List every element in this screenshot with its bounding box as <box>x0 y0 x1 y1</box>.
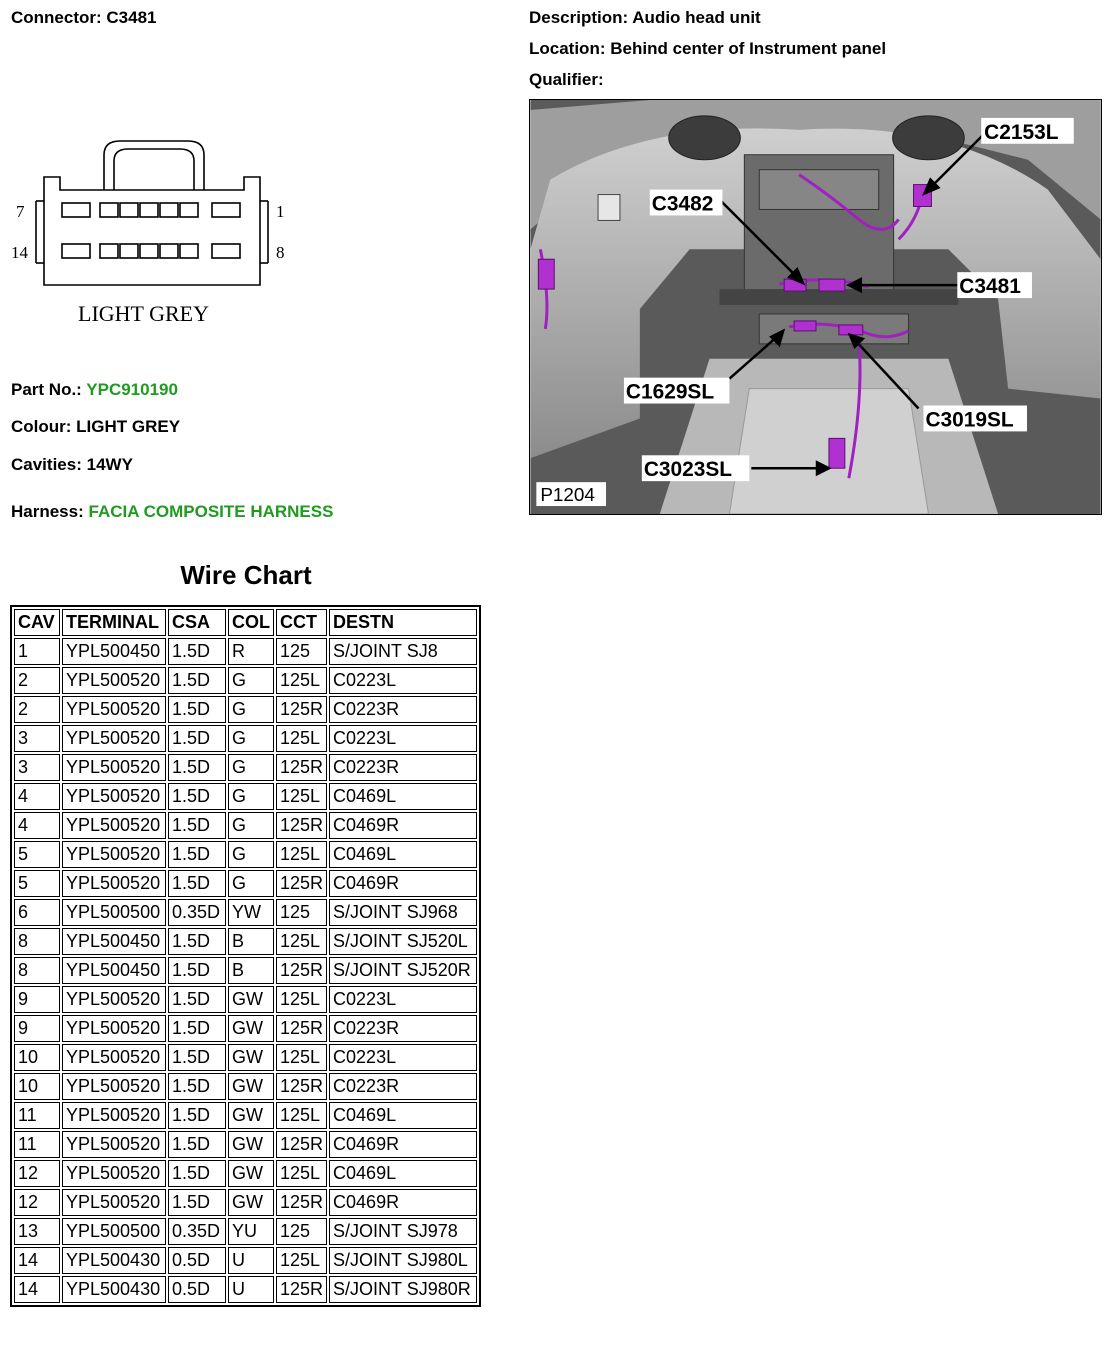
location-info <box>529 39 886 59</box>
cell-destn: C0223L <box>329 725 477 752</box>
cell-cav: 5 <box>14 841 60 868</box>
pin-label-14: 14 <box>11 243 28 262</box>
cell-col: GW <box>228 1044 274 1071</box>
cell-destn: S/JOINT SJ8 <box>329 638 477 665</box>
cell-col: YU <box>228 1218 274 1245</box>
cell-terminal: YPL500520 <box>62 1073 166 1100</box>
cell-cct: 125L <box>276 667 327 694</box>
cell-col: G <box>228 725 274 752</box>
table-row <box>14 1131 477 1158</box>
cell-cav: 14 <box>14 1276 60 1303</box>
cell-csa: 1.5D <box>168 986 226 1013</box>
cell-cct: 125L <box>276 1247 327 1274</box>
cell-cct: 125L <box>276 928 327 955</box>
cell-cct: 125L <box>276 986 327 1013</box>
cavities-value: 14WY <box>86 455 133 474</box>
description-label: Description: <box>529 8 629 27</box>
cell-cct: 125 <box>276 899 327 926</box>
table-row <box>14 1160 477 1187</box>
cell-csa: 1.5D <box>168 870 226 897</box>
colour-label: Colour: <box>11 417 72 436</box>
table-row <box>14 957 477 984</box>
cell-terminal: YPL500430 <box>62 1247 166 1274</box>
table-row <box>14 1073 477 1100</box>
cell-csa: 0.35D <box>168 899 226 926</box>
table-row <box>14 899 477 926</box>
table-row <box>14 986 477 1013</box>
cell-cct: 125R <box>276 754 327 781</box>
connector-label: Connector: <box>11 8 102 27</box>
table-row <box>14 725 477 752</box>
cell-cct: 125R <box>276 812 327 839</box>
connector-value: C3481 <box>106 8 157 27</box>
photo-label-c3482: C3482 <box>651 192 714 216</box>
part-label: Part No.: <box>11 380 82 399</box>
description-info <box>529 8 761 28</box>
cell-csa: 1.5D <box>168 783 226 810</box>
cell-destn: C0469L <box>329 783 477 810</box>
qualifier-label: Qualifier: <box>529 70 604 89</box>
column-header-cav: CAV <box>14 609 60 636</box>
location-label: Location: <box>529 39 606 58</box>
cell-csa: 1.5D <box>168 1102 226 1129</box>
cell-cct: 125L <box>276 783 327 810</box>
cell-destn: C0469R <box>329 812 477 839</box>
cell-csa: 0.5D <box>168 1247 226 1274</box>
cell-terminal: YPL500450 <box>62 638 166 665</box>
cell-destn: S/JOINT SJ980R <box>329 1276 477 1303</box>
cell-terminal: YPL500520 <box>62 1102 166 1129</box>
cell-cav: 13 <box>14 1218 60 1245</box>
cell-cct: 125R <box>276 1131 327 1158</box>
cell-terminal: YPL500520 <box>62 1044 166 1071</box>
cell-destn: C0223R <box>329 1073 477 1100</box>
cell-csa: 1.5D <box>168 1189 226 1216</box>
column-header-terminal: TERMINAL <box>62 609 166 636</box>
cell-destn: S/JOINT SJ968 <box>329 899 477 926</box>
cell-cav: 4 <box>14 812 60 839</box>
cell-cav: 2 <box>14 667 60 694</box>
cell-col: GW <box>228 1160 274 1187</box>
cell-terminal: YPL500430 <box>62 1276 166 1303</box>
cell-cct: 125R <box>276 696 327 723</box>
cell-col: U <box>228 1276 274 1303</box>
cell-csa: 1.5D <box>168 725 226 752</box>
cell-cav: 1 <box>14 638 60 665</box>
photo-reference: P1204 <box>540 485 595 507</box>
cell-destn: C0469L <box>329 841 477 868</box>
colour-value: LIGHT GREY <box>76 417 181 436</box>
cell-destn: S/JOINT SJ980L <box>329 1247 477 1274</box>
cell-cct: 125 <box>276 1218 327 1245</box>
cell-csa: 1.5D <box>168 1044 226 1071</box>
cell-terminal: YPL500450 <box>62 928 166 955</box>
cell-terminal: YPL500520 <box>62 986 166 1013</box>
cell-destn: C0469R <box>329 1131 477 1158</box>
cell-cav: 9 <box>14 986 60 1013</box>
cell-col: G <box>228 870 274 897</box>
cell-col: R <box>228 638 274 665</box>
cell-col: G <box>228 696 274 723</box>
cell-cav: 3 <box>14 725 60 752</box>
cell-col: B <box>228 928 274 955</box>
cell-cct: 125R <box>276 1189 327 1216</box>
cell-col: GW <box>228 1189 274 1216</box>
cell-csa: 0.35D <box>168 1218 226 1245</box>
cell-col: G <box>228 812 274 839</box>
table-row <box>14 696 477 723</box>
table-row <box>14 1276 477 1303</box>
cell-csa: 1.5D <box>168 667 226 694</box>
cell-csa: 0.5D <box>168 1276 226 1303</box>
connector-info <box>11 8 157 28</box>
cell-destn: C0223R <box>329 754 477 781</box>
column-header-col: COL <box>228 609 274 636</box>
cell-destn: S/JOINT SJ520L <box>329 928 477 955</box>
cell-terminal: YPL500500 <box>62 899 166 926</box>
cell-cav: 3 <box>14 754 60 781</box>
cavities-info <box>11 455 133 475</box>
cell-cav: 14 <box>14 1247 60 1274</box>
cell-col: GW <box>228 986 274 1013</box>
cell-csa: 1.5D <box>168 754 226 781</box>
wire-chart-table <box>10 605 481 1307</box>
cell-col: U <box>228 1247 274 1274</box>
cell-destn: C0469R <box>329 1189 477 1216</box>
table-row <box>14 638 477 665</box>
cell-col: G <box>228 783 274 810</box>
cell-cct: 125L <box>276 725 327 752</box>
wire-chart-title: Wire Chart <box>180 560 312 590</box>
cell-terminal: YPL500520 <box>62 667 166 694</box>
harness-link[interactable]: FACIA COMPOSITE HARNESS <box>88 502 334 521</box>
cell-terminal: YPL500520 <box>62 696 166 723</box>
cell-cav: 8 <box>14 928 60 955</box>
cell-col: GW <box>228 1015 274 1042</box>
cell-cav: 5 <box>14 870 60 897</box>
cell-cct: 125L <box>276 1160 327 1187</box>
cell-destn: C0223L <box>329 986 477 1013</box>
cell-terminal: YPL500520 <box>62 1131 166 1158</box>
table-row <box>14 841 477 868</box>
cell-csa: 1.5D <box>168 928 226 955</box>
table-row <box>14 1102 477 1129</box>
photo-label-c1629sl: C1629SL <box>625 380 715 404</box>
column-header-csa: CSA <box>168 609 226 636</box>
cell-cav: 11 <box>14 1131 60 1158</box>
cell-cav: 4 <box>14 783 60 810</box>
cell-terminal: YPL500520 <box>62 725 166 752</box>
cell-csa: 1.5D <box>168 1073 226 1100</box>
cell-terminal: YPL500520 <box>62 870 166 897</box>
table-row <box>14 1015 477 1042</box>
cell-col: G <box>228 667 274 694</box>
table-row <box>14 1218 477 1245</box>
cell-cct: 125R <box>276 1276 327 1303</box>
cell-destn: C0469R <box>329 870 477 897</box>
cell-destn: S/JOINT SJ520R <box>329 957 477 984</box>
cell-destn: C0223L <box>329 1044 477 1071</box>
cell-csa: 1.5D <box>168 841 226 868</box>
harness-info <box>11 502 333 522</box>
table-row <box>14 754 477 781</box>
cell-destn: C0223L <box>329 667 477 694</box>
cell-terminal: YPL500520 <box>62 812 166 839</box>
cell-destn: C0223R <box>329 1015 477 1042</box>
cell-cav: 10 <box>14 1073 60 1100</box>
location-photo <box>529 99 1102 515</box>
cell-cct: 125L <box>276 1102 327 1129</box>
table-row <box>14 812 477 839</box>
wire-chart-body <box>14 638 477 1303</box>
cell-terminal: YPL500520 <box>62 1160 166 1187</box>
qualifier-info <box>529 70 604 90</box>
connector-face-diagram <box>8 135 308 335</box>
colour-info <box>11 417 180 437</box>
cell-terminal: YPL500520 <box>62 841 166 868</box>
harness-label: Harness: <box>11 502 84 521</box>
cell-terminal: YPL500520 <box>62 1189 166 1216</box>
cell-cct: 125R <box>276 870 327 897</box>
cell-cct: 125 <box>276 638 327 665</box>
table-row <box>14 783 477 810</box>
cell-csa: 1.5D <box>168 1015 226 1042</box>
cell-csa: 1.5D <box>168 812 226 839</box>
cell-terminal: YPL500520 <box>62 783 166 810</box>
cell-terminal: YPL500450 <box>62 957 166 984</box>
cell-csa: 1.5D <box>168 1160 226 1187</box>
table-header-row <box>14 609 477 636</box>
cell-csa: 1.5D <box>168 957 226 984</box>
cell-col: GW <box>228 1073 274 1100</box>
cell-cav: 9 <box>14 1015 60 1042</box>
table-row <box>14 1247 477 1274</box>
cell-destn: C0223R <box>329 696 477 723</box>
cell-csa: 1.5D <box>168 638 226 665</box>
location-value: Behind center of Instrument panel <box>610 39 887 58</box>
cell-cct: 125L <box>276 841 327 868</box>
cell-cct: 125R <box>276 957 327 984</box>
cell-destn: C0469L <box>329 1160 477 1187</box>
cell-csa: 1.5D <box>168 696 226 723</box>
pin-label-8: 8 <box>276 243 285 262</box>
cell-col: G <box>228 754 274 781</box>
cell-cav: 6 <box>14 899 60 926</box>
cell-cav: 11 <box>14 1102 60 1129</box>
pin-label-7: 7 <box>16 202 25 221</box>
column-header-cct: CCT <box>276 609 327 636</box>
cell-cav: 2 <box>14 696 60 723</box>
part-info <box>11 380 178 400</box>
cell-col: GW <box>228 1131 274 1158</box>
cell-cav: 8 <box>14 957 60 984</box>
cell-cav: 10 <box>14 1044 60 1071</box>
part-number-link[interactable]: YPC910190 <box>86 380 178 399</box>
cell-terminal: YPL500520 <box>62 1015 166 1042</box>
photo-label-c2153l: C2153L <box>984 120 1059 144</box>
cell-terminal: YPL500520 <box>62 754 166 781</box>
description-value: Audio head unit <box>632 8 761 27</box>
cell-col: GW <box>228 1102 274 1129</box>
connector-colour-caption: LIGHT GREY <box>78 301 209 326</box>
cell-cav: 12 <box>14 1189 60 1216</box>
cell-destn: C0469L <box>329 1102 477 1129</box>
cell-cct: 125R <box>276 1073 327 1100</box>
column-header-destn: DESTN <box>329 609 477 636</box>
table-row <box>14 928 477 955</box>
table-row <box>14 667 477 694</box>
cell-destn: S/JOINT SJ978 <box>329 1218 477 1245</box>
photo-label-c3023sl: C3023SL <box>643 458 733 482</box>
photo-label-c3019sl: C3019SL <box>925 408 1014 432</box>
cell-col: B <box>228 957 274 984</box>
table-row <box>14 1189 477 1216</box>
cell-terminal: YPL500500 <box>62 1218 166 1245</box>
cell-cct: 125R <box>276 1015 327 1042</box>
cell-col: G <box>228 841 274 868</box>
cell-col: YW <box>228 899 274 926</box>
pin-label-1: 1 <box>276 202 285 221</box>
cell-cct: 125L <box>276 1044 327 1071</box>
table-row <box>14 1044 477 1071</box>
photo-label-c3481: C3481 <box>959 275 1021 299</box>
cell-cav: 12 <box>14 1160 60 1187</box>
cavities-label: Cavities: <box>11 455 82 474</box>
table-row <box>14 870 477 897</box>
cell-csa: 1.5D <box>168 1131 226 1158</box>
